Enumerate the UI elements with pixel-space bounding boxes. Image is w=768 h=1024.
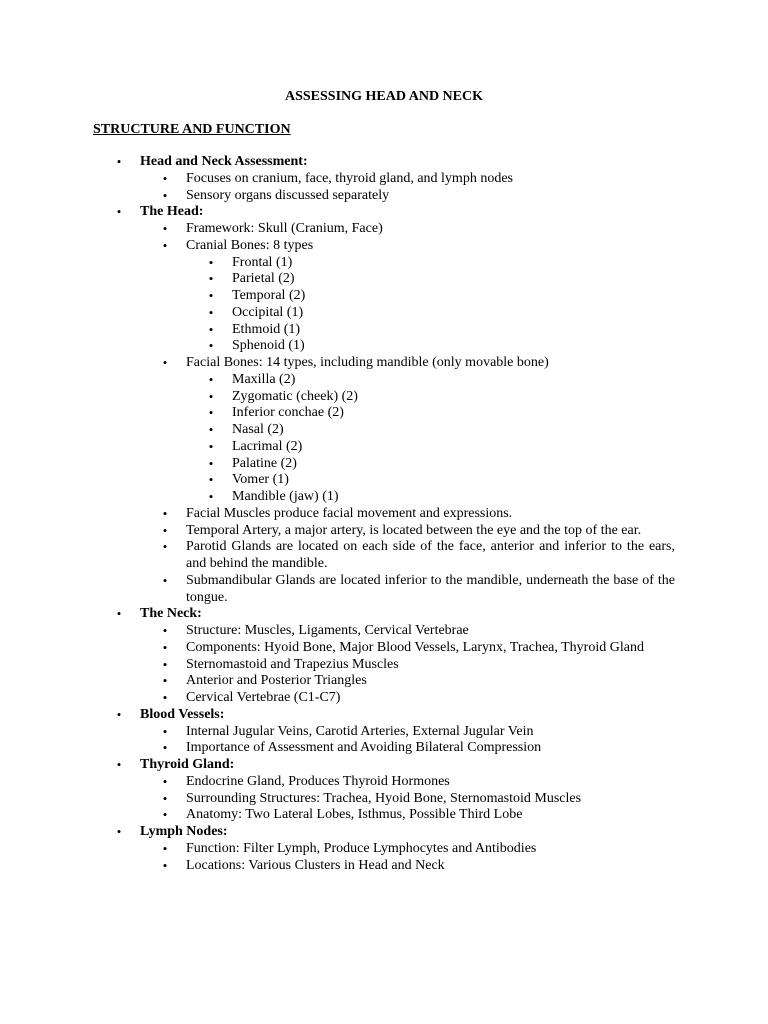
bullet-icon: •: [162, 723, 168, 739]
subtopic-list: [140, 774, 768, 824]
detail-item: [0, 456, 768, 473]
list-item-text: Sternomastoid and Trapezius Muscles: [186, 656, 399, 672]
subtopic-item: [0, 539, 768, 573]
bullet-icon: •: [208, 489, 214, 504]
bullet-icon: •: [162, 623, 168, 638]
bullet-icon: •: [162, 539, 168, 555]
list-item-text: Structure: Muscles, Ligaments, Cervical Vertebrae: [186, 623, 469, 638]
bullet-icon: •: [162, 840, 168, 856]
subtopic-item: [0, 807, 768, 824]
list-item-text: Vomer (1): [232, 472, 289, 488]
subtopic-item: [0, 657, 768, 674]
subtopic-item: [0, 841, 768, 858]
subtopic-item: [0, 791, 768, 808]
list-item-text: Occipital (1): [232, 304, 304, 320]
list-item-text: Zygomatic (cheek) (2): [232, 388, 358, 404]
detail-item: [0, 372, 768, 389]
list-item-text: Inferior conchae (2): [232, 405, 344, 421]
list-item-text: Temporal Artery, a major artery, is located between the eye and the top of the ear.: [186, 522, 642, 538]
bullet-icon: •: [208, 388, 214, 404]
subtopic-item: [0, 774, 768, 791]
bullet-icon: •: [208, 405, 214, 421]
bullet-icon: •: [116, 204, 122, 220]
bullet-icon: •: [162, 656, 168, 672]
subtopic-list: [140, 724, 768, 758]
topic-item: [0, 757, 768, 824]
bullet-icon: •: [162, 522, 168, 538]
subtopic-item: [0, 623, 768, 640]
list-item-text: Internal Jugular Veins, Carotid Arteries, External Jugular Vein: [186, 723, 534, 739]
topic-label: Lymph Nodes:: [140, 824, 228, 839]
bullet-icon: •: [162, 857, 168, 873]
bullet-icon: •: [208, 271, 214, 287]
detail-list: [186, 255, 768, 356]
bullet-icon: •: [162, 740, 168, 756]
bullet-icon: •: [162, 773, 168, 789]
topic-item: [0, 707, 768, 757]
bullet-icon: •: [208, 472, 214, 488]
subtopic-item: [0, 221, 768, 238]
bullet-icon: •: [162, 355, 168, 370]
subtopic-item: [0, 171, 768, 188]
list-item-text: Cranial Bones: 8 types: [186, 237, 314, 253]
bullet-icon: •: [162, 170, 168, 186]
subtopic-item: [0, 506, 768, 523]
list-item-text: Submandibular Glands are located inferior to the mandible, underneath the base of the tongue.: [186, 572, 675, 605]
bullet-icon: •: [162, 505, 168, 521]
list-item-text: Focuses on cranium, face, thyroid gland, and lymph nodes: [186, 170, 513, 186]
detail-item: [0, 305, 768, 322]
subtopic-list: [140, 171, 768, 205]
topic-item: [0, 824, 768, 874]
bullet-icon: •: [208, 438, 214, 454]
detail-item: [0, 338, 768, 355]
list-item-text: Mandible (jaw) (1): [232, 489, 339, 504]
detail-item: [0, 389, 768, 406]
detail-item: [0, 472, 768, 489]
subtopic-item: [0, 573, 768, 607]
topic-item: [0, 606, 768, 707]
list-item-text: Temporal (2): [232, 288, 306, 303]
list-item-text: Surrounding Structures: Trachea, Hyoid Bone, Sternomastoid Muscles: [186, 790, 582, 806]
bullet-icon: •: [208, 371, 214, 387]
detail-item: [0, 288, 768, 305]
bullet-icon: •: [116, 606, 122, 622]
subtopic-list: [140, 221, 768, 606]
list-item-text: Palatine (2): [232, 455, 297, 471]
subtopic-list: [140, 841, 768, 875]
list-item-text: Maxilla (2): [232, 371, 296, 387]
detail-item: [0, 489, 768, 506]
bullet-icon: •: [116, 824, 122, 839]
list-item-text: Endocrine Gland, Produces Thyroid Hormones: [186, 773, 450, 789]
bullet-icon: •: [162, 690, 168, 705]
subtopic-item: [0, 238, 768, 355]
bullet-icon: •: [208, 254, 214, 270]
detail-item: [0, 439, 768, 456]
topic-label: The Head:: [140, 204, 204, 220]
list-item-text: Framework: Skull (Cranium, Face): [186, 221, 383, 236]
list-item-text: Facial Bones: 14 types, including mandible (only movable bone): [186, 355, 549, 370]
topic-label: Blood Vessels:: [140, 706, 225, 722]
topic-item: [0, 154, 768, 204]
detail-item: [0, 405, 768, 422]
list-item-text: Importance of Assessment and Avoiding Bilateral Compression: [186, 740, 542, 756]
bullet-icon: •: [162, 187, 168, 203]
topic-item: [0, 204, 768, 606]
subtopic-item: [0, 523, 768, 540]
detail-item: [0, 322, 768, 339]
list-item-text: Cervical Vertebrae (C1-C7): [186, 690, 341, 705]
list-item-text: Function: Filter Lymph, Produce Lymphocytes and Antibodies: [186, 840, 537, 856]
bullet-icon: •: [208, 304, 214, 320]
outline-content: [0, 154, 768, 874]
topic-label: Thyroid Gland:: [140, 757, 235, 772]
detail-item: [0, 255, 768, 272]
bullet-icon: •: [208, 455, 214, 471]
bullet-icon: •: [208, 321, 214, 337]
section-heading: STRUCTURE AND FUNCTION: [93, 122, 291, 137]
list-item-text: Nasal (2): [232, 422, 284, 437]
subtopic-item: [0, 673, 768, 690]
topic-label: The Neck:: [140, 606, 202, 622]
subtopic-item: [0, 690, 768, 707]
bullet-icon: •: [162, 639, 168, 655]
bullet-icon: •: [116, 706, 122, 722]
bullet-icon: •: [162, 572, 168, 588]
subtopic-item: [0, 640, 768, 657]
subtopic-item: [0, 858, 768, 875]
list-item-text: Frontal (1): [232, 254, 293, 270]
list-item-text: Ethmoid (1): [232, 321, 301, 337]
detail-item: [0, 422, 768, 439]
outline-list: [0, 154, 768, 874]
bullet-icon: •: [208, 422, 214, 437]
subtopic-item: [0, 740, 768, 757]
detail-list: [186, 372, 768, 506]
list-item-text: Locations: Various Clusters in Head and Neck: [186, 857, 445, 873]
list-item-text: Anterior and Posterior Triangles: [186, 673, 367, 689]
subtopic-item: [0, 724, 768, 741]
subtopic-item: [0, 188, 768, 205]
document-title: ASSESSING HEAD AND NECK: [285, 89, 483, 104]
bullet-icon: •: [116, 154, 122, 169]
bullet-icon: •: [162, 807, 168, 823]
bullet-icon: •: [208, 338, 214, 354]
bullet-icon: •: [162, 221, 168, 236]
subtopic-item: [0, 355, 768, 506]
subtopic-list: [140, 623, 768, 707]
list-item-text: Parotid Glands are located on each side of the face, anterior and inferior to the ears, and behind the mandible.: [186, 539, 675, 571]
bullet-icon: •: [208, 288, 214, 303]
topic-label: Head and Neck Assessment:: [140, 154, 308, 169]
list-item-text: Components: Hyoid Bone, Major Blood Vessels, Larynx, Trachea, Thyroid Gland: [186, 639, 644, 655]
list-item-text: Sphenoid (1): [232, 338, 305, 354]
list-item-text: Sensory organs discussed separately: [186, 187, 390, 203]
list-item-text: Anatomy: Two Lateral Lobes, Isthmus, Possible Third Lobe: [186, 807, 523, 823]
list-item-text: Parietal (2): [232, 271, 295, 287]
bullet-icon: •: [116, 757, 122, 772]
bullet-icon: •: [162, 237, 168, 253]
list-item-text: Lacrimal (2): [232, 438, 303, 454]
detail-item: [0, 271, 768, 288]
bullet-icon: •: [162, 790, 168, 806]
bullet-icon: •: [162, 673, 168, 689]
list-item-text: Facial Muscles produce facial movement and expressions.: [186, 505, 513, 521]
